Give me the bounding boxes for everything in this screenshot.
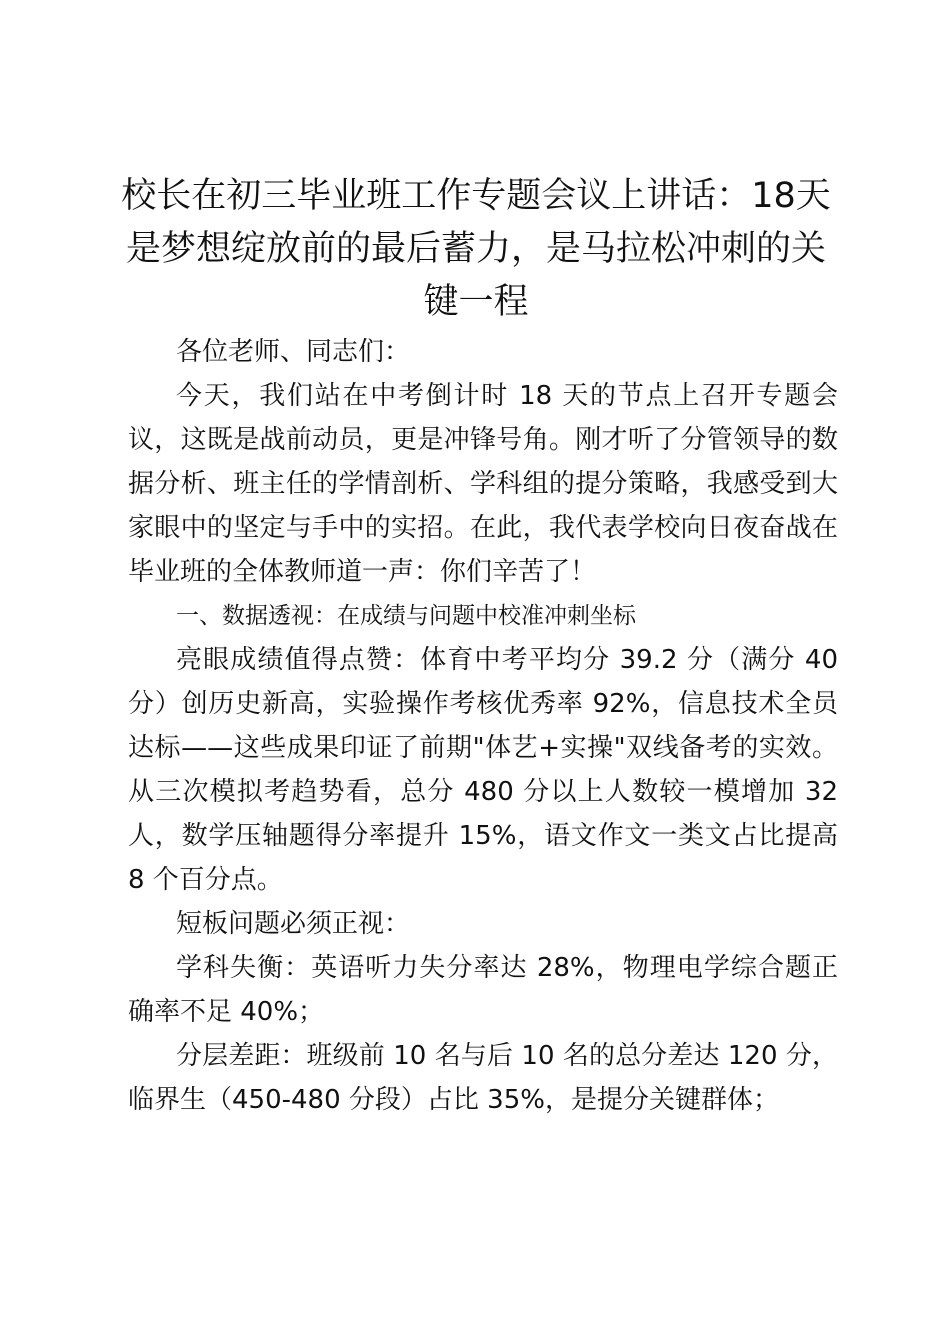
paragraph-intro: 今天，我们站在中考倒计时 18 天的节点上召开专题会议，这既是战前动员，更是冲锋号角。刚才听了分管领导的数据分析、班主任的学情剖析、学科组的提分策略，我感受到大家眼中的坚定与手中的实招。在此，我代表学校向日夜奋战在毕业班的全体教师道一声：你们辛苦了！: [128, 381, 838, 587]
paragraph-tier-gap: 分层差距：班级前 10 名与后 10 名的总分差达 120 分，临界生（450-480 分段）占比 35%，是提分关键群体；: [128, 1041, 838, 1115]
paragraph-achievements: 亮眼成绩值得点赞：体育中考平均分 39.2 分（满分 40 分）创历史新高，实验操作考核优秀率 92%，信息技术全员达标——这些成果印证了前期"体艺+实操"双线备考的实效。从三次模拟考趋势看，总分 480 分以上人数较一模增加 32 人，数学压轴题得分率提升 15%，语文作文一类文占比提高 8 个百分点。: [128, 645, 838, 895]
greeting: 各位老师、同志们：: [176, 337, 411, 367]
paragraph-shortcomings-intro: 短板问题必须正视：: [176, 909, 411, 939]
section-heading: 一、数据透视：在成绩与问题中校准冲刺坐标: [176, 603, 636, 629]
document-body: [128, 330, 838, 1122]
paragraph-subject-imbalance: 学科失衡：英语听力失分率达 28%，物理电学综合题正确率不足 40%；: [128, 953, 838, 1027]
document-title: 校长在初三毕业班工作专题会议上讲话：18天是梦想绽放前的最后蓄力，是马拉松冲刺的关键一程: [121, 176, 831, 322]
